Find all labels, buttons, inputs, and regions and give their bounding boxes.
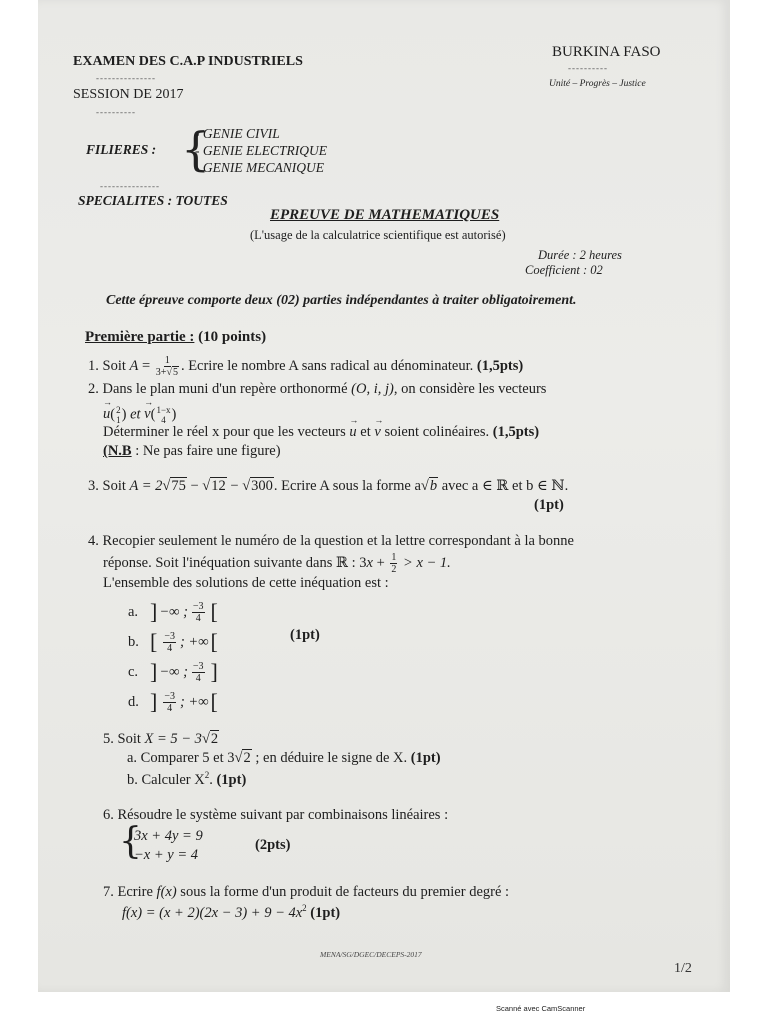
q4-option-denominator: 4 [195, 612, 201, 624]
vector-u-coords [116, 405, 121, 425]
document-reference: MENA/SG/DGEC/DECEPS-2017 [320, 950, 422, 959]
q4-option-letter: c. [128, 663, 139, 680]
q1-variable: A [129, 357, 139, 374]
q3-radicand-2: 12 [211, 478, 226, 494]
q4-option-numerator: −3 [192, 660, 204, 672]
interval-right-bracket: ] [210, 659, 218, 684]
q2-line3-end: soient colinéaires. [384, 424, 490, 440]
interval-right-bracket: [ [210, 599, 218, 624]
q5-soit: Soit [117, 731, 141, 747]
q4-option-numerator: −3 [164, 690, 175, 702]
interval-left-bracket: [ [150, 629, 158, 654]
coefficient: Coefficient : 02 [525, 263, 603, 277]
q4-half-denominator: 2 [391, 564, 397, 575]
nb-label: (N.B [103, 443, 132, 459]
question-7-expression [122, 903, 340, 922]
separator-dots: ---------- [96, 107, 136, 117]
q4-options-list [128, 597, 218, 717]
q3-minus: − [230, 478, 239, 494]
filiere-item: - GENIE ELECTRIQUE [195, 143, 327, 158]
q4-text-2b: > x − 1. [403, 554, 451, 571]
q3-b: b [429, 478, 438, 494]
separator-dots: --------------- [96, 73, 156, 83]
q1-text: . Ecrire le nombre A sans radical au dénominateur. [180, 357, 474, 374]
q4-option-denominator: 4 [167, 702, 173, 714]
q6-text: Résoudre le système suivant par combinaisons linéaires : [117, 807, 449, 823]
exam-title: EXAMEN DES C.A.P INDUSTRIELS [73, 54, 303, 69]
q4-option-letter: d. [128, 693, 139, 710]
system-brace-icon: { [119, 821, 142, 862]
question-number: 6. [103, 807, 114, 823]
q2-line3-text: Déterminer le réel x pour que les vecteurs [103, 424, 346, 440]
q1-fraction-numerator: 1 [164, 355, 170, 366]
question-4-line-3: L'ensemble des solutions de cette inéquation est : [103, 575, 389, 591]
question-7 [103, 884, 509, 901]
q1-den-part: 3+ [155, 367, 167, 378]
q1-points: (1,5pts) [476, 357, 524, 374]
q4-points: (1pt) [290, 627, 320, 643]
separator-dots: ---------- [568, 63, 608, 73]
q4-option-numerator: −3 [164, 630, 175, 642]
q5-radicand: 2 [210, 731, 219, 747]
question-number: 1. [88, 357, 99, 374]
q3-radicand-1: 75 [171, 478, 186, 494]
q4-text-2a: réponse. Soit l'inéquation suivante dans ℝ : 3 [103, 554, 367, 571]
country-name: BURKINA FASO [552, 44, 661, 60]
question-number: 2. [88, 381, 99, 397]
specialites-label: SPECIALITES : TOUTES [78, 193, 228, 208]
q1-equals: = [141, 357, 151, 374]
q4-option-lower: −∞ ; [159, 663, 188, 680]
q3-points: (1pt) [534, 497, 564, 513]
q6-points: (2pts) [255, 837, 291, 853]
curly-brace-icon: { [181, 122, 211, 176]
question-1 [88, 355, 523, 378]
question-4-line-2 [103, 552, 451, 575]
filiere-item: - GENIE CIVIL [195, 126, 280, 141]
q4-half-fraction [390, 552, 397, 575]
q1-den-radicand: 5 [172, 367, 178, 378]
q5b-exponent: 2 [204, 770, 210, 780]
question-5: 5. Soit X = 5 − 3√2 [103, 731, 219, 747]
q3-expression: A = 2 [129, 478, 163, 494]
question-2-note [103, 443, 281, 460]
part-title [85, 329, 266, 346]
question-2-vectors: → u( 2 1 ) et → v( 1−x 4 ) [103, 405, 176, 425]
q4-option-letter: a. [128, 603, 139, 620]
nb-text: : Ne pas faire une figure) [135, 443, 281, 459]
q1-fraction-denominator: 3+√5 [155, 367, 178, 378]
q4-text: Recopier seulement le numéro de la question et la lettre correspondant à la bonne [102, 533, 574, 549]
q6-equation-1: 3x + 4y = 9 [134, 828, 203, 844]
q6-equation-2: −x + y = 4 [134, 847, 198, 863]
q1-fraction [156, 355, 179, 378]
exam-subject-title: EPREUVE DE MATHEMATIQUES [270, 207, 500, 223]
q7-exponent: 2 [302, 903, 307, 913]
q7-text-a: Ecrire [117, 884, 153, 900]
q5-expression: X = 5 − 3 [144, 731, 202, 747]
vector-v-coords [156, 405, 170, 425]
question-4-line-1 [88, 533, 574, 550]
question-2-line-3 [103, 424, 539, 441]
q5b-dot: . [209, 771, 213, 788]
question-5b [127, 770, 246, 789]
exam-instructions: Cette épreuve comporte deux (02) parties indépendantes à traiter obligatoirement. [106, 293, 577, 308]
q2-line3-et: et [360, 424, 371, 440]
q4-option-letter: b. [128, 633, 139, 650]
interval-left-bracket: ] [150, 599, 158, 624]
q4-option-lower: −∞ ; [159, 603, 188, 620]
q4-option [128, 627, 218, 657]
q4-option [128, 657, 218, 687]
question-5a: a. Comparer 5 et 3√2 ; en déduire le signe de X. (1pt) [127, 750, 441, 766]
q7-expression: f(x) = (x + 2)(2x − 3) + 9 − 4x [122, 904, 303, 921]
q7-fx: f(x) [156, 884, 177, 900]
filieres-label: FILIERES : [86, 142, 157, 157]
interval-right-bracket: [ [210, 689, 218, 714]
q4-option-fraction [192, 661, 205, 684]
q2-points: (1,5pts) [492, 424, 540, 440]
interval-left-bracket: ] [150, 659, 158, 684]
vector-u: → u [349, 424, 356, 440]
vector-v-y: 4 [161, 415, 166, 425]
question-number: 4. [88, 533, 99, 549]
page-number: 1/2 [674, 961, 692, 976]
q2-text-b: , on considère les vecteurs [393, 381, 547, 397]
interval-right-bracket: [ [210, 629, 218, 654]
q6-system [134, 827, 203, 865]
vector-u: → u [103, 406, 110, 422]
q3-radicand-3: 300 [251, 478, 273, 494]
vector-u-y: 1 [116, 415, 121, 425]
question-2-line-1 [88, 381, 546, 398]
q4-option-upper: ; +∞ [179, 633, 209, 650]
filiere-item: - GENIE MECANIQUE [195, 160, 324, 175]
interval-left-bracket: ] [150, 689, 158, 714]
q4-option [128, 687, 218, 717]
question-number: 5. [103, 731, 114, 747]
q1-soit: Soit [102, 357, 126, 374]
vector-u-x: 2 [116, 405, 121, 415]
q4-option-numerator: −3 [192, 600, 204, 612]
q5a-radicand: 2 [243, 750, 251, 766]
question-3: 3. Soit A = 2√75 − √12 − √300. Ecrire A sous la forme a√b avec a ∈ ℝ et b ∈ ℕ. [88, 478, 569, 494]
q5a-text: a. Comparer 5 et 3 [127, 750, 235, 766]
vector-v-x: 1−x [156, 405, 171, 415]
q2-frame: (O, i, j) [351, 381, 394, 397]
q4-half-numerator: 1 [391, 552, 397, 563]
q4-option-fraction [163, 691, 176, 714]
q4-option [128, 597, 218, 627]
q5b-points: (1pt) [216, 771, 247, 788]
separator-dots: --------------- [100, 181, 160, 191]
q4-x: x [366, 554, 373, 571]
q2-text: Dans le plan muni d'un repère orthonormé [102, 381, 348, 397]
duration: Durée : 2 heures [538, 248, 622, 262]
q3-minus: − [190, 478, 199, 494]
q4-option-denominator: 4 [195, 672, 201, 684]
calculator-note: (L'usage de la calculatrice scientifique est autorisé) [250, 228, 506, 242]
part-points: (10 points) [198, 329, 267, 345]
q4-plus: + [376, 554, 385, 571]
q4-option-fraction [163, 631, 176, 654]
part-title-label: Première partie : [85, 329, 195, 345]
q3-text: . Ecrire A sous la forme a [273, 478, 421, 494]
q7-text-b: sous la forme d'un produit de facteurs du premier degré : [180, 884, 510, 900]
scanner-watermark: Scanné avec CamScanner [496, 1004, 586, 1013]
question-number: 3. [88, 478, 99, 494]
q5b-text: b. Calculer X [127, 771, 205, 788]
q5a-text-2: ; en déduire le signe de X. [255, 750, 408, 766]
question-number: 7. [103, 884, 114, 900]
q5a-points: (1pt) [410, 750, 441, 766]
q7-points: (1pt) [310, 904, 341, 921]
q3-soit: Soit [102, 478, 126, 494]
q3-text-2: avec a ∈ ℝ et b ∈ ℕ. [441, 478, 569, 494]
vector-v: → v [144, 406, 150, 422]
q4-option-denominator: 4 [167, 642, 173, 654]
filieres-list [195, 125, 327, 176]
question-6 [103, 807, 448, 824]
q4-option-upper: ; +∞ [179, 693, 209, 710]
vector-v: → v [374, 424, 380, 440]
session-label: SESSION DE 2017 [73, 87, 184, 102]
q4-option-fraction [192, 601, 205, 624]
q2-et: et [130, 406, 141, 423]
national-motto: Unité – Progrès – Justice [549, 79, 646, 89]
